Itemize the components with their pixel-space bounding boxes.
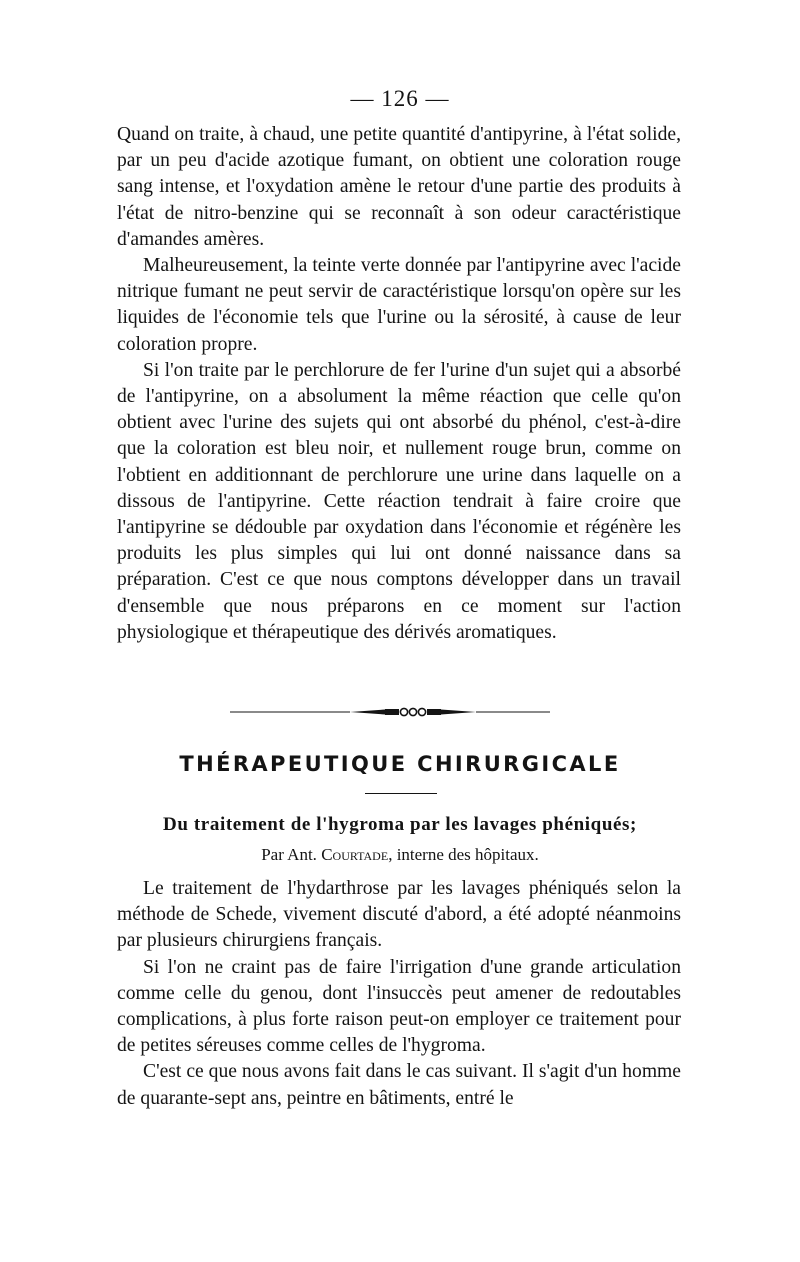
paragraph-3: Si l'on traite par le perchlorure de fer l'urine d'un sujet qui a absorbé de l'antipyrine, on a absolument la même réaction que celle qu'on obtient avec l'urine des sujets qui ont absorbé du phénol, c'est-à-dire que la coloration est bleu noir, et nullement rouge brun, comme on l'obtient en additionnant de perchlorure une urine dans laquelle on a dissous de l'antipyrine. Cette réaction tendrait à faire croire que l'antipyrine se dédouble par oxydation dans l'économie et régénère les produits les plus simples qui lui ont donné naissance dans sa préparation. C'est ce que nous comptons développer dans un travail d'ensemble que nous préparons en ce moment sur l'action physiologique et thérapeutique des dérivés aromatiques. [117, 359, 681, 643]
article-author [0, 845, 800, 865]
paragraph-2: Malheureusement, la teinte verte donnée par l'antipyrine avec l'acide nitrique fumant ne peut servir de caractéristique lorsqu'on opère sur les liquides de l'économie tels que l'urine ou la sérosité, à cause de leur coloration propre. [117, 255, 681, 355]
page-number: — 126 — [350, 86, 450, 111]
article-title: Du traitement de l'hygroma par les lavages phéniqués; [163, 814, 637, 835]
article-paragraph-1: Le traitement de l'hydarthrose par les lavages phéniqués selon la méthode de Schede, vivement discuté d'abord, a été adopté néanmoins par plusieurs chirurgiens français. [117, 878, 681, 952]
author-prefix: Par Ant. [261, 845, 322, 864]
article-paragraph-2: Si l'on ne craint pas de faire l'irrigation d'une grande articulation comme celle du genou, dont l'insuccès peut amener de redoutables complications, à plus forte raison peut-on employer ce traitement pour de petites séreuses comme celles de l'hygroma. [117, 956, 681, 1057]
paragraph-1: Quand on traite, à chaud, une petite quantité d'antipyrine, à l'état solide, par un peu d'acide azotique fumant, on obtient une coloration rouge sang intense, et l'oxydation amène le retour d'une partie des produits à l'état de nitro-benzine qui se reconnaît à son odeur caractéristique d'amandes amères. [117, 124, 681, 250]
article-paragraph-3: C'est ce que nous avons fait dans le cas suivant. Il s'agit d'un homme de quarante-sept ans, peintre en bâtiments, entré le [117, 1061, 681, 1109]
author-name: Courtade [321, 845, 389, 864]
body-text-top [117, 122, 681, 646]
body-text-article [117, 876, 681, 1112]
section-divider-ornament [230, 703, 570, 721]
title-underline-rule [365, 793, 437, 794]
section-title: THÉRAPEUTIQUE CHIRURGICALE [179, 752, 621, 776]
author-suffix: , interne des hôpitaux. [388, 845, 539, 864]
